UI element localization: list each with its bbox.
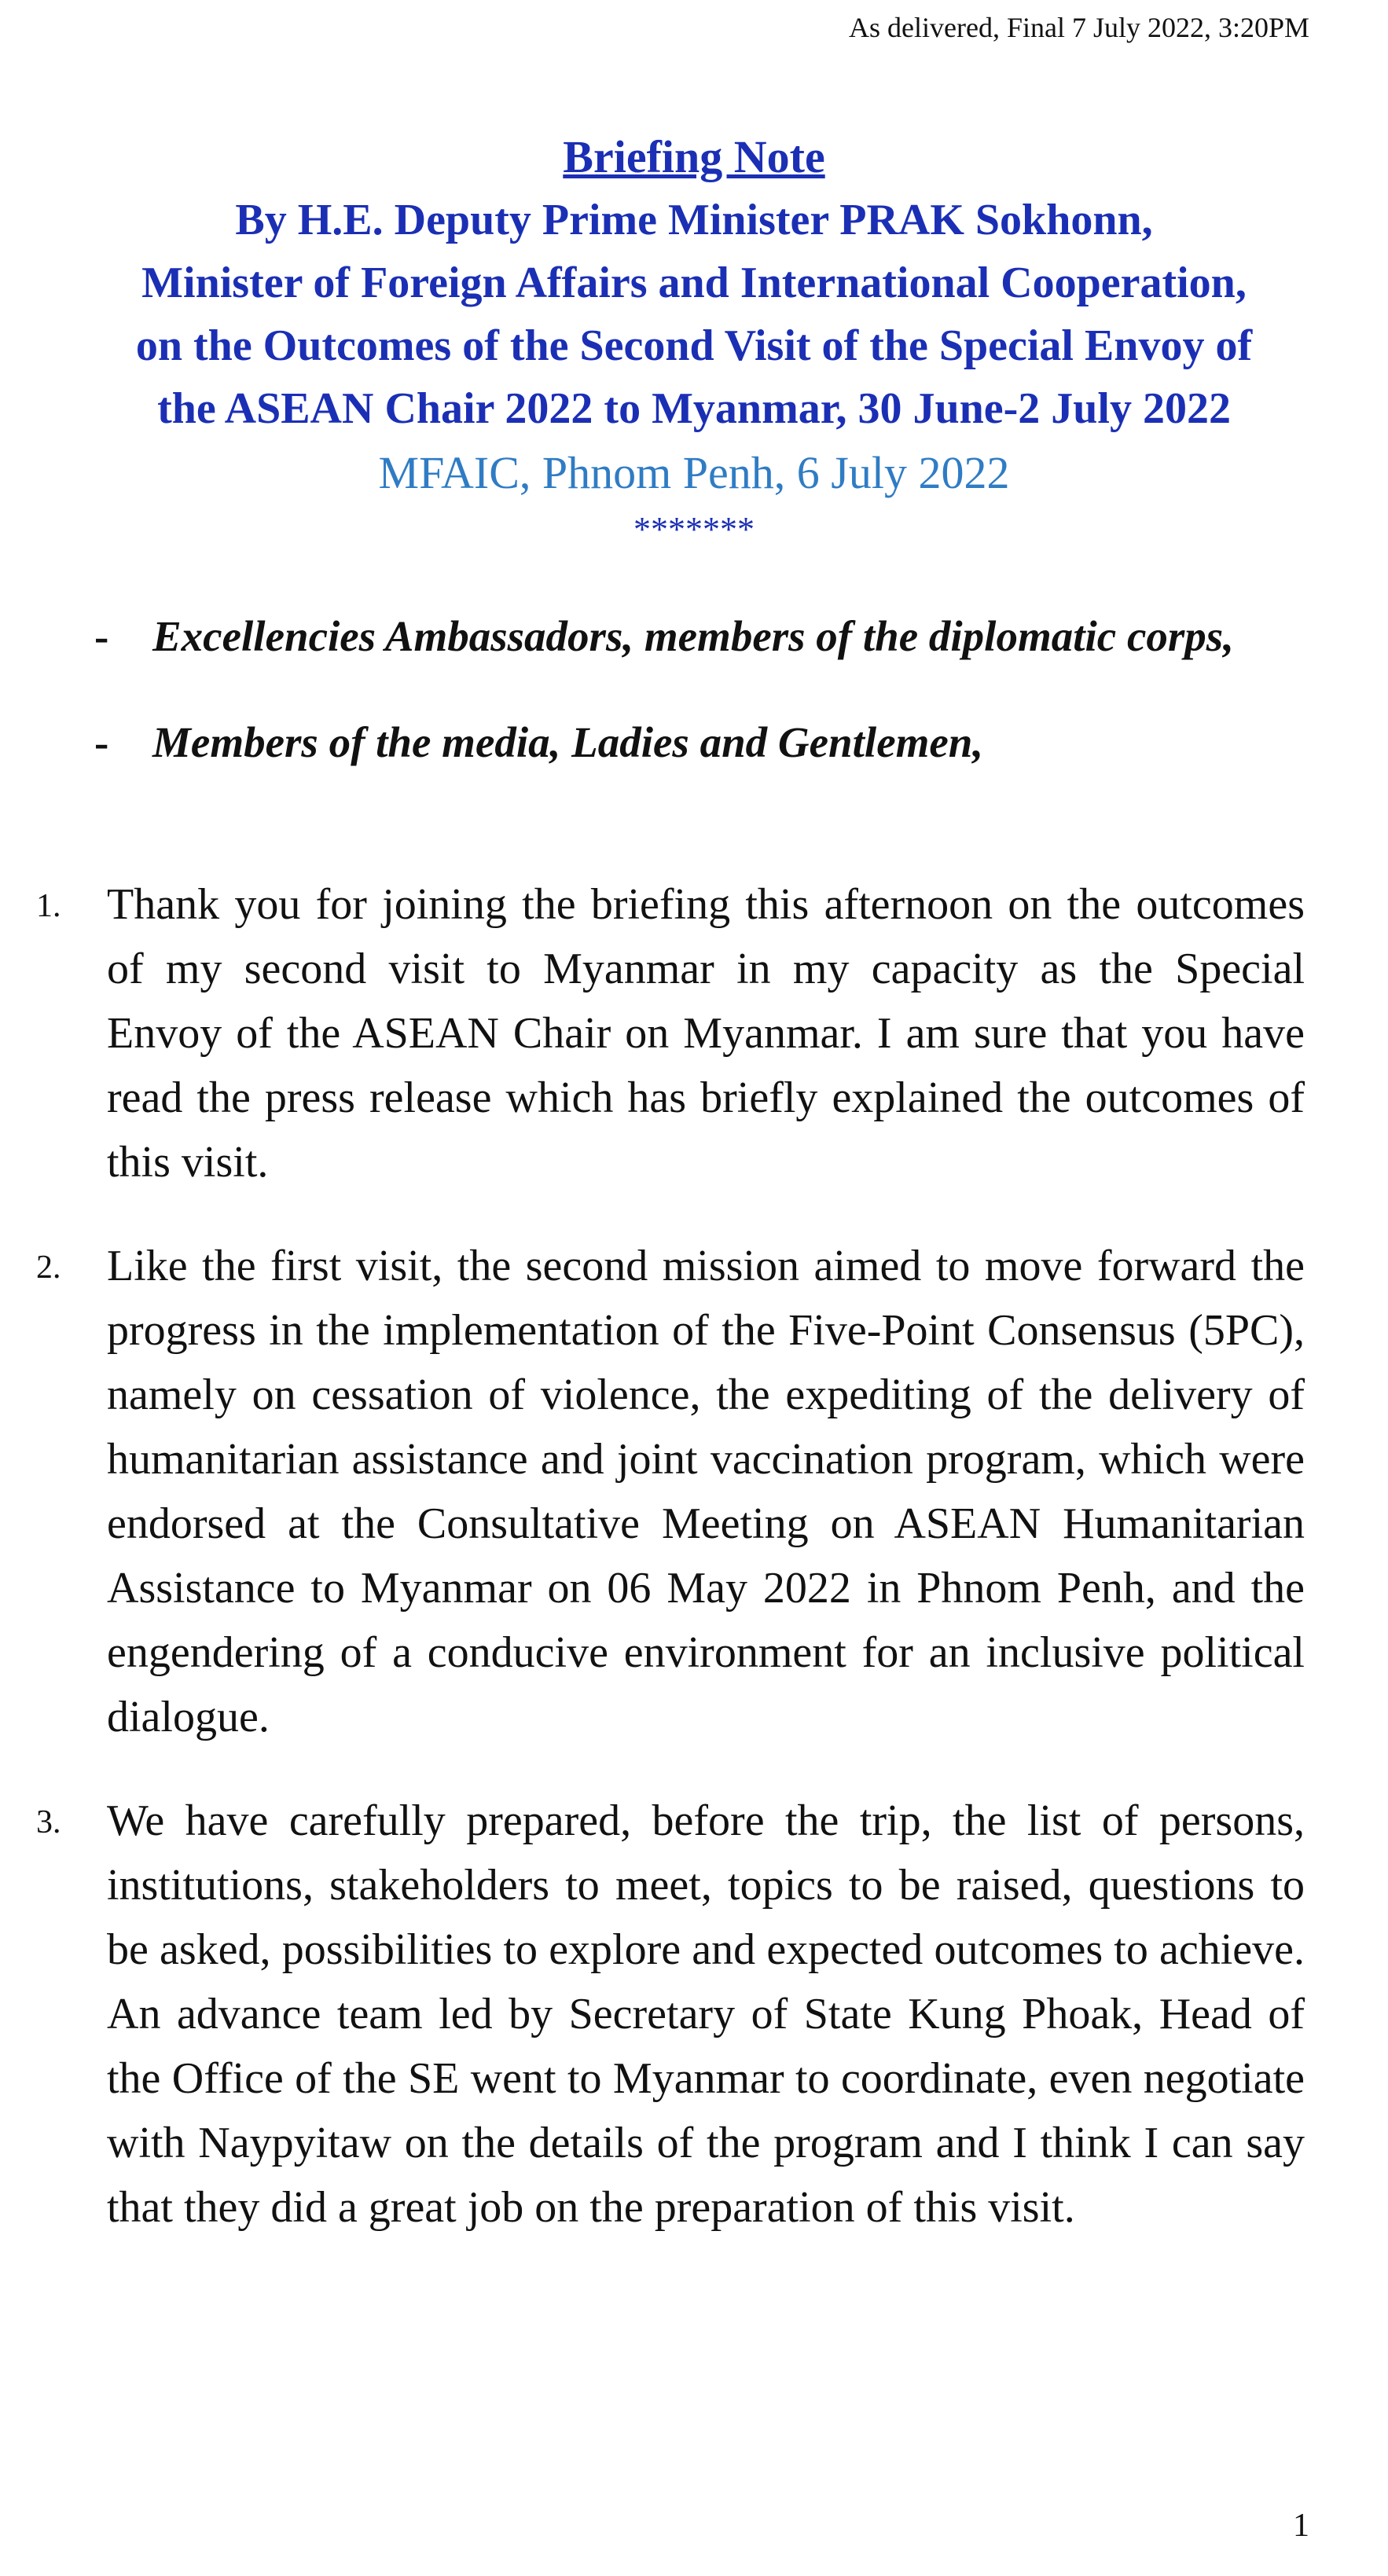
header-separator: ******* bbox=[633, 510, 755, 549]
salutation-text: Excellencies Ambassadors, members of the diplomatic corps, bbox=[152, 612, 1234, 660]
place-date: MFAIC, Phnom Penh, 6 July 2022 bbox=[378, 447, 1010, 498]
header-line-subject: on the Outcomes of the Second Visit of the Special Envoy of bbox=[135, 321, 1253, 370]
delivery-timestamp: As delivered, Final 7 July 2022, 3:20PM bbox=[849, 12, 1309, 43]
paragraph-number: 3. bbox=[36, 1804, 61, 1840]
paragraph bbox=[31, 872, 1305, 1194]
paragraph-number: 2. bbox=[36, 1249, 61, 1286]
salutation-text: Members of the media, Ladies and Gentlemen, bbox=[152, 718, 984, 766]
header-line-dates: the ASEAN Chair 2022 to Myanmar, 30 June-2 July 2022 bbox=[157, 384, 1231, 433]
document-header bbox=[0, 126, 1388, 553]
paragraph-text: We have carefully prepared, before the trip, the list of persons, institutions, stakeholders to meet, topics to be raised, questions to be asked, possibilities to explore and expected outcomes to achieve. An advance team led by Secretary of State Kung Phoak, Head of the Office of the SE went to Myanmar to coordinate, even negotiate with Naypyitaw on the details of the program and I think I can say that they did a great job on the preparation of this visit. bbox=[107, 1796, 1305, 2232]
header-line-ministry: Minister of Foreign Affairs and International Cooperation, bbox=[141, 259, 1247, 307]
page-number: 1 bbox=[1293, 2508, 1309, 2544]
document-title: Briefing Note bbox=[563, 131, 825, 182]
paragraph bbox=[31, 1789, 1305, 2240]
paragraph bbox=[31, 1234, 1305, 1749]
list-dash: - bbox=[94, 718, 109, 766]
salutation-list bbox=[94, 605, 1305, 817]
list-dash: - bbox=[94, 612, 109, 660]
header-line-speaker: By H.E. Deputy Prime Minister PRAK Sokhonn, bbox=[235, 196, 1153, 244]
salutation-item bbox=[94, 605, 1305, 668]
salutation-item bbox=[94, 711, 1305, 774]
paragraph-number: 1. bbox=[36, 888, 61, 924]
numbered-paragraphs bbox=[31, 872, 1305, 2279]
paragraph-text: Like the first visit, the second mission aimed to move forward the progress in the implementation of the Five-Point Consensus (5PC), namely on cessation of violence, the expediting of the delivery of humanitarian assistance and joint vaccination program, which were endorsed at the Consultative Meeting on ASEAN Humanitarian Assistance to Myanmar on 06 May 2022 in Phnom Penh, and the engendering of a conducive environment for an inclusive political dialogue. bbox=[107, 1242, 1305, 1741]
paragraph-text: Thank you for joining the briefing this afternoon on the outcomes of my second visit to Myanmar in my capacity as the Special Envoy of the ASEAN Chair on Myanmar. I am sure that you have read the press release which has briefly explained the outcomes of this visit. bbox=[107, 880, 1305, 1187]
